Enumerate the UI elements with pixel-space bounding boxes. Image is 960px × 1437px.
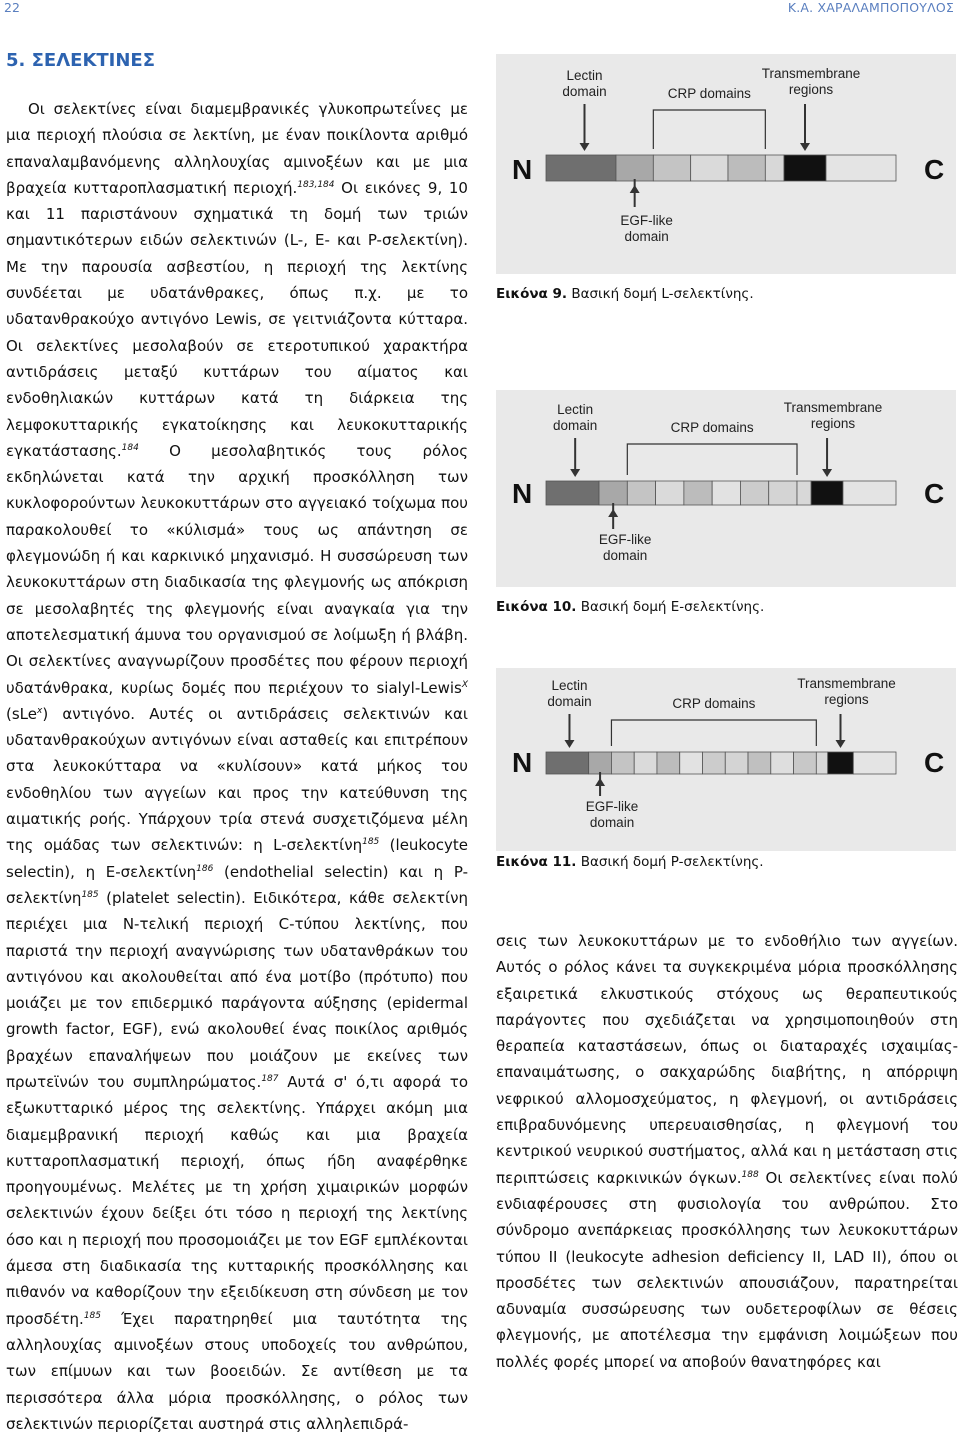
crp-domains-label: CRP domains: [670, 420, 754, 435]
crp-segment: [684, 481, 712, 505]
selectin-diagram: [496, 54, 956, 274]
citation-ref: 185: [81, 889, 99, 900]
figure-10-caption: [496, 599, 764, 615]
lectin-arrow-icon: [580, 104, 590, 151]
selectin-diagram: [496, 390, 956, 587]
citation-ref: 186: [196, 863, 214, 874]
crp-segment: [627, 481, 655, 505]
selectin-diagram: [496, 668, 956, 851]
egf-arrow-icon: [595, 772, 605, 796]
crp-segment: [611, 752, 634, 774]
lectin-domain-label: Lectin domain: [553, 402, 598, 433]
transmembrane-label: Transmembrane regions: [761, 66, 861, 97]
crp-bracket: [627, 444, 797, 475]
crp-segment: [771, 752, 794, 774]
text-run: (leukocyte selectin), η E-σελεκτίνη: [6, 836, 468, 881]
citation-ref: 188: [741, 1169, 759, 1180]
citation-ref: 185: [362, 837, 380, 848]
text-run: Ο μεσολαβητικός τους ρόλος εκδηλώνεται κατά την αρχική προσκόλληση των κυκλοφορούντων λευκοκυττάρων στο αγγειακό τοίχωμα που παρακολουθεί το «κύλισμά» τους ως απάντηση σε φλεγμονώδη ή και καρκινικό μηχανισμό. Η συσσώρευση των λευκοκυττάρων στη διαδικασία της φλεγμονής ως απόκριση σε μεσολαβητές της φλεγμονής είναι αναγκαία για την αποτελεσματική άμυνα του οργανισμού σε λοίμωξη ή βλάβη. Οι σελεκτίνες αναγνωρίζουν προσδέτες που φέρουν περιοχή υδατάνθρακα, κυρίως δομές που περιέχουν το sialyl-Lewis: [6, 441, 468, 697]
crp-segment: [691, 155, 728, 181]
egf-segment: [589, 752, 612, 774]
n-terminus-label: N: [512, 154, 533, 185]
caption-label: Εικόνα 11.: [496, 854, 577, 870]
text-run: Οι σελεκτίνες είναι πολύ ενδιαφέρουσες στη φυσιολογία του ανθρώπου. Στο σύνδρομο ανεπάρκειας προσκόλλησης των λευκοκυττάρων τύπου II (leukocyte adhesion deficiency II, LAD II), όπου οι προσδέτες των σελεκτινών απουσιάζουν, παρατηρείται αδυναμία συσσώρευσης των ουδετεροφίλων σε θέσεις φλεγμονής, με αποτέλεσμα την εμφάνιση λοιμώξεων που πολλές φορές μπορεί να αποβούν θανατηφόρες και: [496, 1168, 958, 1371]
egf-label: EGF-like domain: [585, 799, 639, 830]
tail-segment: [843, 481, 896, 505]
text-run: σεις των λευκοκυττάρων με το ενδοθήλιο των αγγείων. Αυτός ο ρόλος κάνει τα συγκεκριμένα μόρια προσκόλλησης εξαιρετικά ελκυστικούς στόχους ως θεραπευτικούς παράγοντες που σχεδιάζεται να χρησιμοποιηθούν στη θεραπεία καταστάσεων, όπως οι διαταραχές ισχαιμίας-επαναιμάτωσης, ο σακχαρώδης διαβήτης, η απόρριψη νεφρικού αλλομοσχεύματος, η φλεγμονή, οι αντιδράσεις επιβραδυνόμενης υπερευαισθησίας, η φλεγμονή του κεντρικού νευρικού συστήματος, αλλά και η μετάσταση στις περιπτώσεις καρκινικών όγκων.: [496, 932, 958, 1187]
left-column-text: [6, 96, 468, 1437]
egf-arrow-icon: [630, 179, 640, 207]
crp-segment: [725, 752, 748, 774]
egf-segment: [599, 481, 627, 505]
crp-domains-label: CRP domains: [667, 86, 751, 101]
egf-arrow-icon: [608, 503, 618, 529]
n-terminus-label: N: [512, 747, 533, 778]
caption-label: Εικόνα 9.: [496, 286, 568, 302]
egf-label: EGF-like domain: [598, 532, 652, 563]
lectin-arrow-icon: [564, 714, 574, 748]
text-run: ) αντιγόνο. Αυτές οι αντιδράσεις σελεκτινών και υδατανθρακούχων αντιγόνων είναι ασταθείς και επιτρέπουν στα λευκοκύτταρα να «κυλίσουν» κατά μήκος του ενδοθηλίου των αγγείων και προς την κατεύθυνση της αιματικής ροής. Υπάρχουν τρία στενά συσχετιζόμενα μέλη της ομάδας των σελεκτινών: η L-σελεκτίνη: [6, 704, 468, 855]
text-run: Έχει παρατηρηθεί μια ταυτότητα της αλληλουχίας αμινοξέων στους υποδοχείς του ανθρώπου, των επίμυων και των βοοειδών. Σε αντίθεση με τα περισσότερα άλλα μόρια προσκόλλησης, ο ρόλος των σελεκτινών περιορίζεται αυστηρά στις αλληλεπιδρά-: [6, 1309, 468, 1433]
lectin-domain-label: Lectin domain: [547, 678, 592, 709]
figure-p-selectin: [496, 668, 956, 851]
citation-ref: x: [37, 705, 43, 716]
citation-ref: X: [461, 679, 468, 690]
transmembrane-arrow-icon: [836, 714, 846, 748]
c-terminus-label: C: [924, 154, 945, 185]
caption-text: Βασική δομή L-σελεκτίνης.: [567, 286, 754, 302]
caption-text: Βασική δομή E-σελεκτίνης.: [576, 599, 765, 615]
tm-segment: [828, 752, 854, 774]
crp-segment: [703, 752, 726, 774]
caption-text: Βασική δομή P-σελεκτίνης.: [576, 854, 764, 870]
tail-segment: [853, 752, 896, 774]
text-run: (endothelial selectin) και η P-σελεκτίνη: [6, 862, 468, 907]
linker-segment: [765, 155, 784, 181]
linker-segment: [816, 752, 827, 774]
lectin-domain-label: Lectin domain: [562, 68, 607, 99]
crp-segment: [740, 481, 768, 505]
transmembrane-label: Transmembrane regions: [797, 676, 896, 707]
lectin-segment: [546, 155, 616, 181]
crp-domains-label: CRP domains: [672, 696, 756, 711]
citation-ref: 183,184: [297, 179, 335, 190]
linker-segment: [797, 481, 811, 505]
paragraph: [496, 928, 958, 1375]
c-terminus-label: C: [924, 478, 945, 509]
lectin-arrow-icon: [570, 438, 580, 477]
citation-ref: 184: [121, 442, 139, 453]
text-run: Αυτά σ' ό,τι αφορά το εξωκυτταρικό μέρος της σελεκτίνης. Υπάρχει ακόμη μια διαμεμβρανική περιοχή καθώς και μια βραχεία κυτταροπλασματική περιοχή, όπως ήδη αναφέρθηκε προηγουμένως. Μελέτες με τη χρήση χιμαιρικών μορφών σελεκτινών έχουν δείξει ότι τόσο η περιοχή της λεκτίνης όσο και η περιοχή που προσομοιάζει με τον EGF εμπλέκονται άμεσα στη διαδικασία της κυτταρικής προσκόλλησης και πιθανόν να καθορίζουν την εξειδίκευση στη σύνδεση με τον προσδέτη.: [6, 1072, 468, 1328]
crp-bracket: [611, 720, 816, 746]
crp-segment: [794, 752, 817, 774]
transmembrane-arrow-icon: [800, 104, 810, 151]
tm-segment: [784, 155, 826, 181]
transmembrane-arrow-icon: [822, 438, 832, 477]
text-run: (platelet selectin). Ειδικότερα, κάθε σελεκτίνη περιέχει μια N-τελική περιοχή C-τύπου λεκτίνης, που παριστά την περιοχή αναγνώρισης των υδατανθράκων του αντιγόνου και ακολουθείται από ένα μοτίβο (πρότυπο) που μοιάζει με τον επιδερμικό παράγοντα αύξησης (epidermal growth factor, EGF), ενώ ακολουθεί ένας ποικίλος αριθμός βραχέων επαναλήψεων που μοιάζουν με εκείνες των πρωτεϊνών του συμπληρώματος.: [6, 888, 468, 1091]
transmembrane-label: Transmembrane regions: [783, 400, 883, 431]
crp-segment: [657, 752, 680, 774]
lectin-segment: [546, 752, 589, 774]
crp-segment: [748, 752, 771, 774]
figure-11-caption: [496, 854, 764, 870]
figure-e-selectin: [496, 390, 956, 587]
citation-ref: 185: [83, 1310, 102, 1321]
paragraph: [6, 96, 468, 1437]
citation-ref: 187: [261, 1073, 279, 1084]
tail-segment: [826, 155, 896, 181]
page-number: 22: [4, 0, 20, 15]
n-terminus-label: N: [512, 478, 533, 509]
text-run: (sLe: [6, 704, 37, 723]
crp-segment: [728, 155, 765, 181]
lectin-segment: [546, 481, 599, 505]
crp-segment: [653, 155, 690, 181]
c-terminus-label: C: [924, 747, 945, 778]
crp-segment: [769, 481, 797, 505]
crp-bracket: [653, 110, 765, 149]
egf-segment: [616, 155, 653, 181]
right-column-text: [496, 928, 958, 1375]
figure-9-caption: [496, 286, 754, 302]
crp-segment: [634, 752, 657, 774]
caption-label: Εικόνα 10.: [496, 599, 577, 615]
text-run: Οι εικόνες 9, 10 και 11 παριστάνουν σχηματικά τη δομή των τριών σημαντικότερων ειδών σελεκτινών (L-, E- και P-σελεκτίνη). Με την παρουσία ασβεστίου, η περιοχή της λεκτίνης συνδέεται με υδατάνθρακες, όπως π.χ. με το υδατανθρακούχο αντιγόνο Lewis, σε γειτνιάζοντα κύτταρα. Οι σελεκτίνες μεσολαβούν σε ετεροτυπικού χαρακτήρα αντιδράσεις μεταξύ κυττάρων του αίματος και ενδοθηλιακών κυττάρων κατά τη διάρκεια της λεμφοκυτταρικής εγκατοίκησης και λευκοκυτταρικής εγκατάστασης.: [6, 178, 468, 460]
figure-l-selectin: [496, 54, 956, 274]
crp-segment: [680, 752, 703, 774]
tm-segment: [811, 481, 843, 505]
running-header-author: Κ.Α. ΧΑΡΑΛΑΜΠΟΠΟΥΛΟΣ: [787, 0, 954, 15]
crp-segment: [712, 481, 740, 505]
section-title: 5. ΣΕΛΕΚΤΙΝΕΣ: [6, 50, 156, 71]
text-run: Οι σελεκτίνες είναι διαμεμβρανικές γλυκοπρωτεΐνες με μια περιοχή πλούσια σε λεκτίνη, με έναν ποικίλοντα αριθμό επαναλαμβανόμενης αλληλουχίας αμινοξέων και με μια βραχεία κυτταροπλασματική περιοχή.: [6, 100, 468, 197]
crp-segment: [656, 481, 684, 505]
egf-label: EGF-like domain: [620, 213, 673, 244]
